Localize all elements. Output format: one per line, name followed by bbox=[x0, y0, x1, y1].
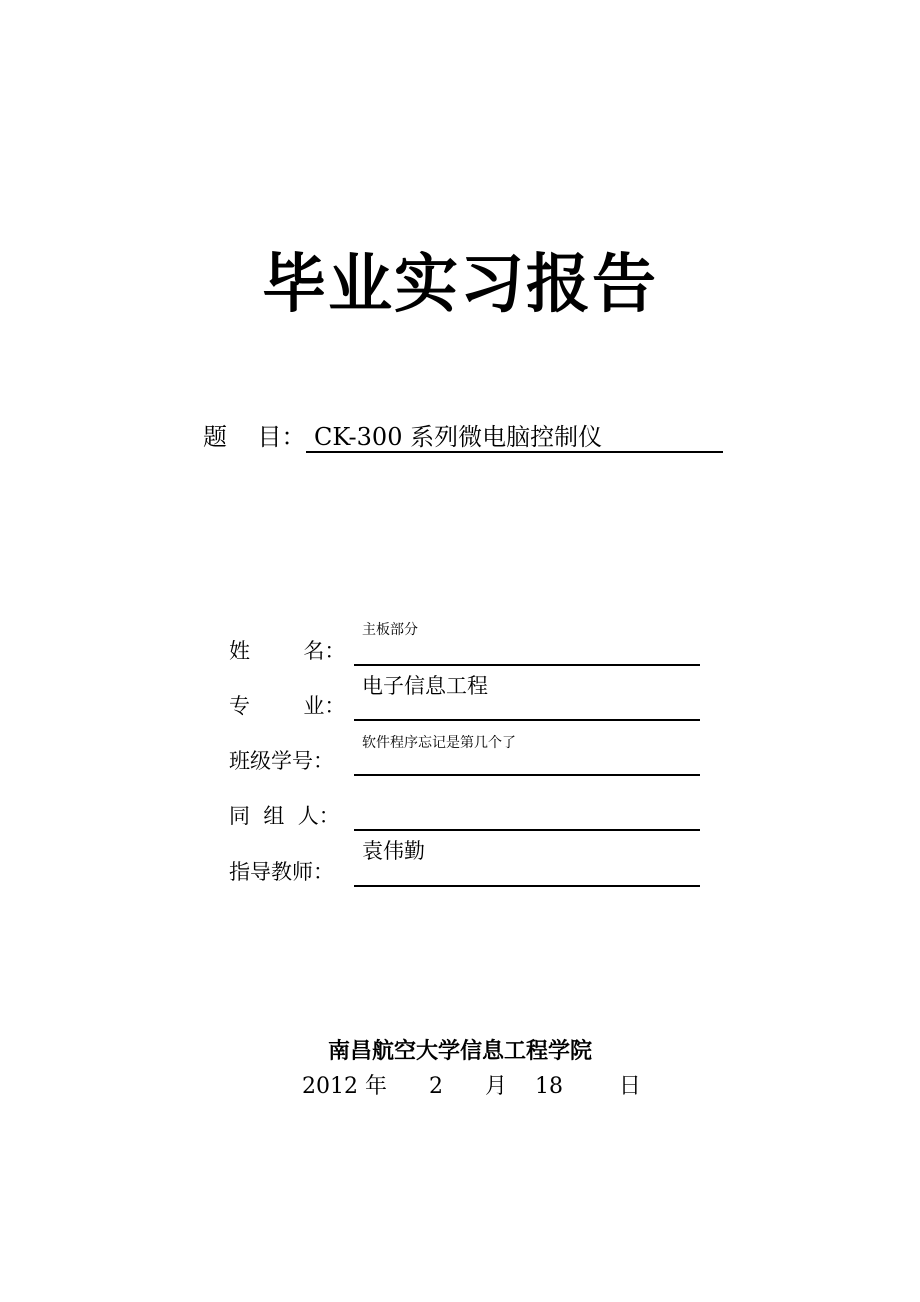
institution-name: 南昌航空大学信息工程学院 bbox=[327, 1039, 592, 1064]
major-label: 专 业： bbox=[229, 694, 346, 718]
advisor-underline bbox=[354, 885, 700, 887]
date-year: 2012 bbox=[302, 1074, 358, 1099]
advisor-value: 袁伟勤 bbox=[362, 839, 425, 863]
report-date bbox=[302, 1071, 641, 1103]
advisor-label: 指导教师： bbox=[229, 860, 334, 884]
major-underline bbox=[354, 719, 700, 721]
date-day-unit: 日 bbox=[618, 1074, 641, 1099]
name-underline bbox=[354, 664, 700, 666]
date-year-unit: 年 bbox=[365, 1074, 388, 1099]
name-value: 主板部分 bbox=[362, 622, 418, 638]
class-id-label: 班级学号： bbox=[229, 749, 334, 773]
date-day: 18 bbox=[534, 1074, 563, 1099]
name-label: 姓 名： bbox=[229, 639, 346, 663]
topic-label: 题 目： bbox=[203, 423, 306, 451]
date-month: 2 bbox=[428, 1074, 443, 1099]
topic-underline bbox=[306, 451, 723, 453]
group-members-label: 同 组 人： bbox=[229, 804, 340, 828]
class-id-underline bbox=[354, 774, 700, 776]
major-value: 电子信息工程 bbox=[362, 674, 488, 698]
group-members-underline bbox=[354, 829, 700, 831]
class-id-value: 软件程序忘记是第几个了 bbox=[362, 735, 516, 751]
topic-value: CK-300 系列微电脑控制仪 bbox=[314, 423, 603, 451]
page-title: 毕业实习报告 bbox=[262, 248, 658, 322]
date-month-unit: 月 bbox=[484, 1074, 507, 1099]
